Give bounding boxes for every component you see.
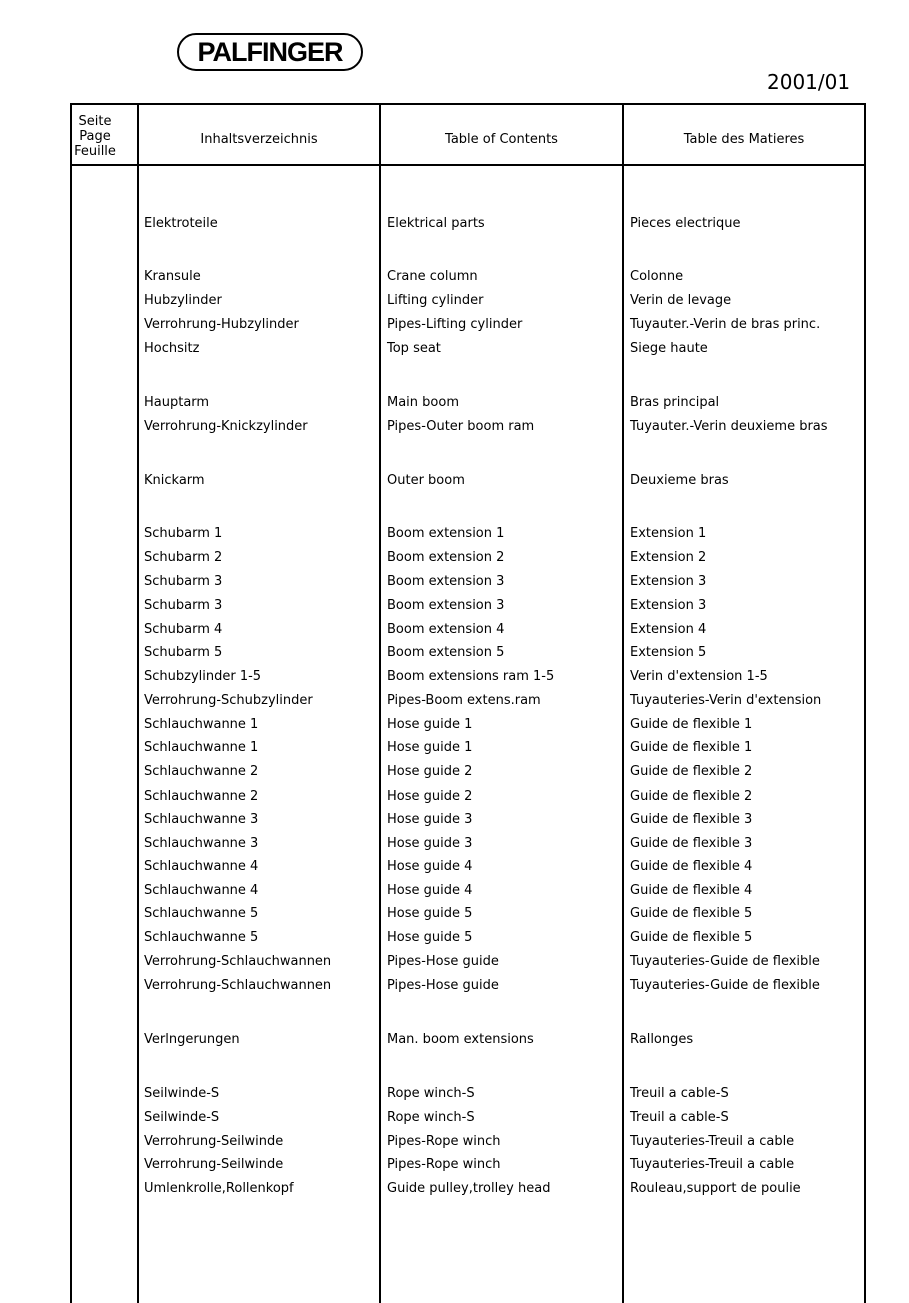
entry-de: Schubarm 4 [144, 622, 223, 637]
entry-de: Verrohrung-Knickzylinder [144, 419, 308, 434]
entry-fr: Treuil a cable-S [630, 1086, 729, 1101]
entry-fr: Extension 3 [630, 574, 707, 589]
entry-fr: Rallonges [630, 1032, 694, 1047]
entry-en: Boom extension 3 [387, 598, 505, 613]
entry-de: Verrohrung-Schubzylinder [144, 693, 313, 708]
entry-de: Knickarm [144, 473, 205, 488]
header-page-column [72, 114, 118, 159]
entry-de: Verrohrung-Seilwinde [144, 1157, 284, 1172]
entry-fr: Tuyauter.-Verin deuxieme bras [630, 419, 828, 434]
entry-en: Hose guide 3 [387, 836, 473, 851]
entry-fr: Guide de flexible 4 [630, 883, 753, 898]
entry-en: Boom extension 1 [387, 526, 505, 541]
entry-fr: Extension 5 [630, 645, 707, 660]
entry-en: Pipes-Lifting cylinder [387, 317, 523, 332]
entry-de: Verrohrung-Seilwinde [144, 1134, 284, 1149]
entry-fr: Guide de flexible 2 [630, 789, 753, 804]
entry-fr: Guide de flexible 3 [630, 812, 753, 827]
entry-en: Hose guide 2 [387, 789, 473, 804]
entry-de: Schlauchwanne 3 [144, 812, 259, 827]
entry-de: Schubarm 1 [144, 526, 223, 541]
entry-de: Schlauchwanne 3 [144, 836, 259, 851]
entry-en: Hose guide 5 [387, 906, 473, 921]
entry-fr: Guide de flexible 2 [630, 764, 753, 779]
entry-fr: Guide de flexible 1 [630, 717, 753, 732]
entry-fr: Siege haute [630, 341, 708, 356]
logo-text: PALFINGER [197, 36, 343, 67]
document-date: 2001/01 [767, 70, 851, 94]
entry-fr: Extension 1 [630, 526, 707, 541]
entry-fr: Rouleau,support de poulie [630, 1181, 801, 1196]
entry-en: Hose guide 3 [387, 812, 473, 827]
entry-fr: Guide de flexible 3 [630, 836, 753, 851]
column-divider-2 [379, 103, 381, 1303]
entry-en: Outer boom [387, 473, 465, 488]
entry-fr: Tuyauteries-Guide de flexible [630, 954, 820, 969]
entry-en: Pipes-Hose guide [387, 954, 499, 969]
entry-de: Schlauchwanne 5 [144, 906, 259, 921]
entry-en: Pipes-Rope winch [387, 1157, 501, 1172]
header-german: Inhaltsverzeichnis [200, 132, 318, 147]
entry-fr: Extension 2 [630, 550, 707, 565]
entry-en: Pipes-Hose guide [387, 978, 499, 993]
entry-de: Schlauchwanne 2 [144, 764, 259, 779]
entry-fr: Guide de flexible 5 [630, 906, 753, 921]
entry-fr: Guide de flexible 1 [630, 740, 753, 755]
entry-en: Rope winch-S [387, 1086, 475, 1101]
entry-en: Crane column [387, 269, 478, 284]
entry-de: Verrohrung-Schlauchwannen [144, 978, 332, 993]
entry-de: Schlauchwanne 1 [144, 740, 259, 755]
entry-en: Lifting cylinder [387, 293, 484, 308]
entry-fr: Tuyauteries-Treuil a cable [630, 1134, 795, 1149]
entry-fr: Tuyauteries-Treuil a cable [630, 1157, 795, 1172]
entry-en: Boom extension 4 [387, 622, 505, 637]
entry-en: Guide pulley,trolley head [387, 1181, 551, 1196]
entry-fr: Tuyauteries-Guide de flexible [630, 978, 820, 993]
entry-en: Boom extension 2 [387, 550, 505, 565]
entry-de: Hochsitz [144, 341, 200, 356]
header-divider [70, 164, 866, 166]
entry-fr: Verin de levage [630, 293, 732, 308]
entry-en: Pipes-Boom extens.ram [387, 693, 541, 708]
entry-de: Elektroteile [144, 216, 218, 231]
entry-fr: Treuil a cable-S [630, 1110, 729, 1125]
entry-de: Hauptarm [144, 395, 210, 410]
entry-fr: Tuyauteries-Verin d'extension [630, 693, 822, 708]
header-english: Table of Contents [445, 132, 558, 147]
entry-en: Hose guide 4 [387, 859, 473, 874]
entry-fr: Verin d'extension 1-5 [630, 669, 768, 684]
palfinger-logo [177, 33, 363, 71]
entry-fr: Extension 3 [630, 598, 707, 613]
entry-en: Boom extensions ram 1-5 [387, 669, 555, 684]
entry-de: Schubarm 2 [144, 550, 223, 565]
entry-de: Schlauchwanne 5 [144, 930, 259, 945]
entry-en: Rope winch-S [387, 1110, 475, 1125]
entry-de: Verrohrung-Schlauchwannen [144, 954, 332, 969]
header-page-fr: Feuille [74, 144, 116, 159]
entry-de: Schlauchwanne 4 [144, 859, 259, 874]
entry-fr: Guide de flexible 5 [630, 930, 753, 945]
entry-de: Verrohrung-Hubzylinder [144, 317, 299, 332]
entry-en: Man. boom extensions [387, 1032, 534, 1047]
entry-en: Hose guide 1 [387, 717, 473, 732]
entry-de: Umlenkrolle,Rollenkopf [144, 1181, 294, 1196]
entry-de: Hubzylinder [144, 293, 222, 308]
column-divider-1 [137, 103, 139, 1303]
entry-de: Kransule [144, 269, 201, 284]
entry-en: Main boom [387, 395, 459, 410]
entry-fr: Deuxieme bras [630, 473, 729, 488]
entry-en: Hose guide 4 [387, 883, 473, 898]
entry-de: Schlauchwanne 4 [144, 883, 259, 898]
entry-fr: Pieces electrique [630, 216, 741, 231]
entry-de: Schlauchwanne 1 [144, 717, 259, 732]
entry-en: Hose guide 5 [387, 930, 473, 945]
entry-de: Schubarm 3 [144, 574, 223, 589]
header-page-de: Seite [78, 114, 112, 129]
entry-en: Pipes-Rope winch [387, 1134, 501, 1149]
entry-en: Hose guide 1 [387, 740, 473, 755]
entry-de: Schubzylinder 1-5 [144, 669, 262, 684]
entry-de: Schubarm 3 [144, 598, 223, 613]
entry-de: Verlngerungen [144, 1032, 240, 1047]
entry-de: Seilwinde-S [144, 1086, 220, 1101]
entry-fr: Tuyauter.-Verin de bras princ. [630, 317, 821, 332]
entry-fr: Extension 4 [630, 622, 707, 637]
entry-en: Elektrical parts [387, 216, 485, 231]
entry-en: Boom extension 5 [387, 645, 505, 660]
entry-de: Seilwinde-S [144, 1110, 220, 1125]
entry-en: Hose guide 2 [387, 764, 473, 779]
entry-fr: Guide de flexible 4 [630, 859, 753, 874]
entry-en: Top seat [387, 341, 441, 356]
column-divider-3 [622, 103, 624, 1303]
entry-de: Schubarm 5 [144, 645, 223, 660]
entry-fr: Colonne [630, 269, 684, 284]
entry-de: Schlauchwanne 2 [144, 789, 259, 804]
entry-fr: Bras principal [630, 395, 720, 410]
header-page-en: Page [79, 129, 111, 144]
entry-en: Pipes-Outer boom ram [387, 419, 535, 434]
header-french: Table des Matieres [683, 132, 805, 147]
entry-en: Boom extension 3 [387, 574, 505, 589]
